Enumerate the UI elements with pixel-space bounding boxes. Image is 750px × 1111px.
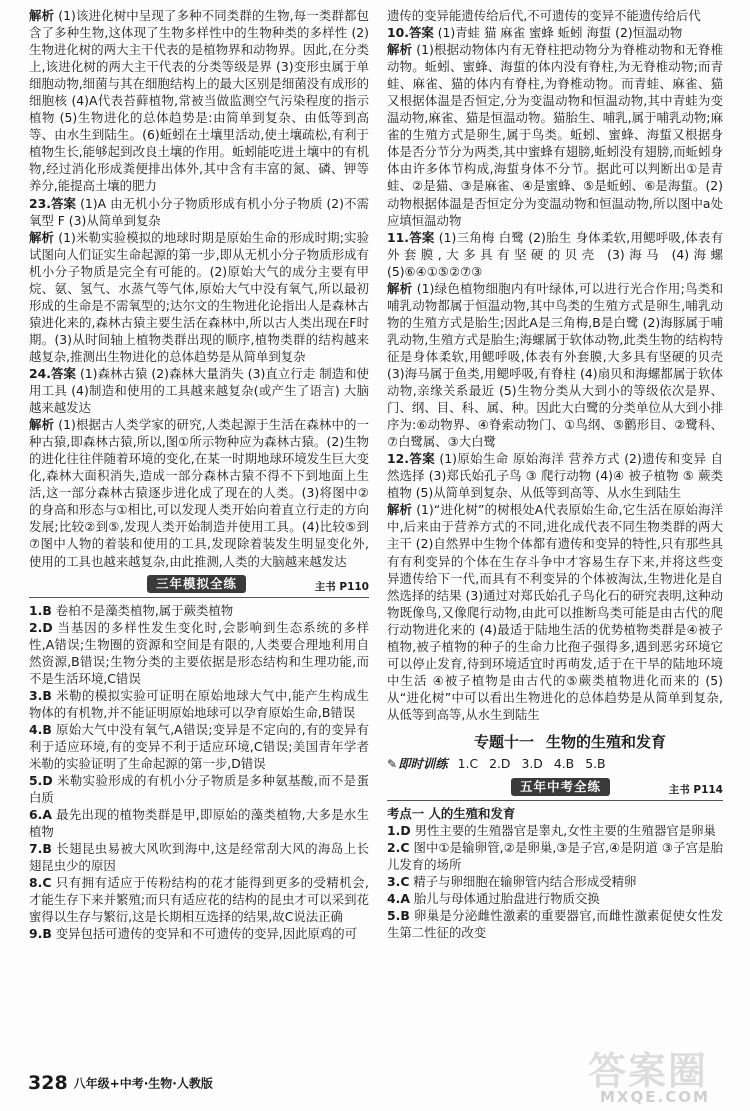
item-text: 男性主要的生殖器官是睾丸,女性主要的生殖器官是卵巢 [414, 823, 716, 839]
list-item [387, 890, 723, 907]
list-item [29, 602, 369, 619]
item-number: 5.B [387, 908, 410, 924]
item-number: 5.D [29, 773, 53, 789]
answer-text: (1)森林古猿 (2)森林大量消失 (3)直立行走 制造和使用工具 (4)制造和使用的工具越来越复杂(或产生了语言) 大脑越来越发达 [29, 365, 369, 416]
analysis-label: 解析 [387, 42, 413, 58]
item-text: 米勒实验形成的有机小分子物质是多种氨基酸,而不是蛋白质 [29, 773, 369, 806]
question-number: 23. [29, 195, 51, 211]
question-number: 24. [29, 365, 51, 381]
item-number: 2.C [387, 840, 410, 856]
item-text: 当基因的多样性发生变化时,会影响到生态系统的多样性,A错误;生物圈的资源和空间是有限的,人类要合理地利用自然资源,B错误;生物分类的主要依据是形态结构和生理功能,而不是生活环境,C错误 [29, 619, 369, 686]
q23-analysis [29, 229, 369, 365]
list-item [387, 822, 723, 839]
section-header-three-year-mock [29, 573, 369, 598]
item-number: 3.B [29, 687, 52, 703]
page-footer [28, 1072, 213, 1094]
answer-text: (1)A 由无机小分子物质形成有机小分子物质 (2)不需氧型 F (3)从简单到复杂 [29, 195, 369, 228]
exam-point-heading: 考点一 人的生殖和发育 [387, 805, 516, 821]
list-item [29, 840, 369, 874]
item-number: 4.B [29, 721, 52, 737]
analysis-text: (1)根据古人类学家的研究,人类起源于生活在森林中的一种古猿,即森林古猿,所以,图①所示物种应为森林古猿。(2)生物的进化往往伴随着环境的变化,在某一时期地球环境发生巨大变化,森林大面积消失,造成一部分森林古猿不得不下到地面上生活,这一部分森林古猿逐步进化成了现在的人类。(3)将图中②的身高和形态与①相比,可以发现人类开始向着直立行走的方向发展;比较②到⑤,发现人类开始制造并使用工具。(4)比较⑤到⑦图中人物的着装和使用的工具,发现除着装发生明显变化外,使用的工具也越来越复杂,由此推测,人类的大脑越来越发达 [29, 417, 369, 569]
item-text: 变异包括可遗传的变异和不可遗传的变异,因此原鸡的可 [55, 926, 358, 942]
question-number: 10. [387, 25, 409, 41]
q24-analysis [29, 416, 369, 569]
practice-label: 即时训练 [398, 755, 448, 771]
item-text: 只有拥有适应于传粉结构的花才能得到更多的受精机会,才能生存下来并繁殖;而只有适应花的结构的昆虫才可以采到花蜜得以生存与繁衍,这是长期相互选择的结果,故C说法正确 [29, 875, 369, 925]
analysis-text: (1)“进化树”的树根处A代表原始生命,它生活在原始海洋中,后来由于营养方式的不同,进化成代表不同生物类群的两大主干 (2)自然界中生物个体都有遗传和变异的特性,只有那些具有有利变异的个体在生存斗争中才容易生存下来,并将这些变异遗传给下一代,而具有不利变异的个体被淘汰,生物进化是自然选择的结果 (3)通过对郑氏始孔子鸟化石的研究表明,这种动物既像鸟,又像爬行动物,由此可以推断鸟类可能是由古代的爬行动物进化来的 (4)最适于陆地生活的优势植物类群是④被子植物,被子植物的种子的生命力比孢子强得多,遇到恶劣环境它可以停止发育,待到环境适宜时再萌发,适于在干旱的陆地环境中生活 ④被子植物是由古代的⑤蕨类植物进化而来的 (5)从“进化树”中可以看出生物进化的总体趋势是从简单到复杂,从低等到高等,从水生到陆生 [387, 502, 724, 722]
instant-practice-row [387, 755, 723, 773]
topic-title: 生物的生殖和发育 [546, 732, 667, 751]
practice-answer: 2.D [489, 755, 511, 771]
question-number: 11. [387, 229, 409, 245]
practice-answer: 1.C [457, 755, 479, 771]
item-number: 9.B [29, 926, 52, 942]
item-text: 卷柏不是藻类植物,属于蕨类植物 [55, 602, 234, 618]
q11-analysis [387, 280, 723, 450]
analysis-text: (1)绿色植物细胞内有叶绿体,可以进行光合作用;鸟类和哺乳动物都属于恒温动物,其中鸟类的生殖方式是卵生,哺乳动物的生殖方式是胎生;因此A是三角梅,B是白鹭 (2)海豚属于哺乳动物,生殖方式是胎生;海螺属于软体动物,此类生物的结构特征是身体柔软,用鳃呼吸,体表有外套膜,大多具有坚硬的贝壳 (3)海马属于鱼类,用鳃呼吸,有脊柱 (4)扇贝和海螺都属于软体动物,亲缘关系最近 (5)生物分类从大到小的等级依次是界、门、纲、目、科、属、种。因此大白鹭的分类单位从大到小排序为:⑥动物界、④脊索动物门、①鸟纲、⑤鹳形目、②鹭科、⑦白鹭属、③大白鹭 [387, 280, 723, 450]
analysis-label: 解析 [29, 229, 55, 245]
page-number: 328 [28, 1072, 68, 1094]
analysis-text: (1)根据动物体内有无脊柱把动物分为脊椎动物和无脊椎动物。蚯蚓、蜜蜂、海蜇的体内没有脊柱,为无脊椎动物;而青蛙、麻雀、猫的体内有脊柱,为脊椎动物。而青蛙、麻雀、猫又根据体温是否恒定,分为变温动物和恒温动物,其中青蛙为变温动物,麻雀、猫是恒温动物。猫胎生、哺乳,属于哺乳动物;麻雀的生殖方式是卵生,属于鸟类。蚯蚓、蜜蜂、海蜇又根据身体是否分节分为两类,其中蜜蜂有翅膀,蚯蚓没有翅膀,而蚯蚓身体由许多体节构成,海蜇身体不分节。据此可以判断出①是青蛙、②是猫、③是麻雀、④是蜜蜂、⑤是蚯蚓、⑥是海蜇。(2)动物根据体温是否恒定分为变温动物和恒温动物,所以图中a处应填恒温动物 [387, 42, 723, 228]
item-number: 1.B [29, 602, 52, 618]
list-item [29, 687, 369, 721]
list-item [29, 806, 369, 840]
analysis-label: 解析 [387, 280, 413, 296]
book-title: 八年级+中考·生物·人教版 [73, 1076, 213, 1091]
practice-answer: 3.D [521, 755, 543, 771]
q12-analysis [387, 501, 723, 723]
watermark-logo: 答案圈 [588, 1049, 709, 1093]
analysis-text: (1)该进化树中呈现了多种不同类群的生物,每一类群都包含了多种生物,这体现了生物多样性中的生物种类的多样性 (2)生物进化树的两大主干代表的是植物界和动物界。因此,在分类上,该进化树的两大主干代表的分类等级是界 (3)变形虫属于单细胞动物,细菌与其在细胞结构上的最大区别是细菌没有成形的细胞核 (4)A代表苔藓植物,常被当做监测空气污染程度的指示植物 (5)生物进化的总体趋势是:由简单到复杂、由低等到高等、由水生到陆生。(6)蚯蚓在土壤里活动,使土壤疏松,有利于植物生长,能够起到改良土壤的作用。蚯蚓能吃进土壤中的有机物,经过消化形成粪便排出体外,其中含有丰富的氮、磷、钾等养分,能提高土壤的肥力 [29, 8, 369, 194]
item-number: 3.C [387, 874, 410, 890]
item-text: 卵巢是分泌雌性激素的重要器官,而雌性激素促使女性发生第二性征的改变 [387, 908, 723, 941]
right-column [387, 7, 723, 941]
main-book-page-ref: 主书 P114 [668, 783, 723, 796]
practice-answer: 4.B [553, 755, 575, 771]
item-text: 精子与卵细胞在输卵管内结合形成受精卵 [413, 874, 637, 890]
analysis-label: 解析 [29, 417, 55, 433]
analysis-text: (1)米勒实验模拟的地球时期是原始生命的形成时期;实验试图向人们证实生命起源的第一步,即从无机小分子物质形成有机小分子物质是完全有可能的。(2)原始大气的成分主要有甲烷、氨、氢气、水蒸气等气体,原始大气中没有氧气,所以最初形成的生命是不需氧型的;达尔文的生物进化论指出人是森林古猿进化来的,森林古猿主要生活在森林中,所以古人类出现在F时期。(3)从时间轴上植物类群出现的顺序,植物类群的结构越来越复杂,推测出生物进化的总体趋势是从简单到复杂 [29, 229, 369, 364]
item-number: 2.D [29, 619, 53, 635]
list-item [29, 721, 369, 772]
list-item [387, 839, 723, 873]
question-number: 12. [387, 451, 409, 467]
list-item [29, 874, 369, 925]
list-item [29, 925, 369, 942]
item-text: 图中①是输卵管,②是卵巢,③是子宫,④是阴道 ③子宫是胎儿发育的场所 [387, 840, 723, 873]
item-text: 最先出现的植物类群是甲,即原始的藻类植物,大多是水生植物 [29, 807, 369, 840]
main-book-page-ref: 主书 P110 [314, 580, 369, 593]
q23-answer [29, 195, 369, 229]
answer-label: 答案 [50, 195, 77, 211]
list-item [387, 907, 723, 941]
item-text: 长翅昆虫易被大风吹到海中,这是经常刮大风的海岛上长翅昆虫少的原因 [29, 841, 369, 874]
answer-label: 答案 [408, 229, 435, 245]
section-header-five-year-exam [387, 776, 723, 801]
carryover-text: 遗传的变异能遗传给后代,不可遗传的变异不能遗传给后代 [387, 8, 701, 23]
q10-analysis [387, 41, 723, 229]
item-number: 7.B [29, 841, 52, 857]
item-text: 米勒的模拟实验可证明在原始地球大气中,能产生构成生物体的有机物,并不能证明原始地球可以孕育原始生命,B错误 [29, 687, 369, 720]
section-title: 三年模拟全练 [147, 575, 246, 593]
list-item [387, 873, 723, 890]
q24-answer [29, 365, 369, 416]
item-number: 1.D [387, 823, 411, 839]
answer-text: (1)原始生命 原始海洋 营养方式 (2)遗传和变异 自然选择 (3)郑氏始孔子鸟 ③ 爬行动物 (4)④ 被子植物 ⑤ 蕨类植物 (5)从简单到复杂、从低等到高等、从水生到陆生 [387, 451, 724, 501]
topic-heading [387, 731, 723, 753]
left-column [29, 7, 369, 942]
list-item [29, 772, 369, 806]
q10-answer [387, 24, 723, 41]
answer-label: 答案 [408, 451, 436, 467]
answer-text: (1)青蛙 猫 麻雀 蜜蜂 蚯蚓 海蜇 (2)恒温动物 [437, 25, 683, 41]
answer-label: 答案 [50, 365, 76, 381]
q12-answer [387, 450, 723, 501]
item-text: 原始大气中没有氧气,A错误;变异是不定向的,有的变异有利于适应环境,有的变异不利于适应环境,C错误;美国青年学者米勒的实验证明了生命起源的第一步,D错误 [29, 721, 369, 771]
practice-answer: 5.B [585, 755, 606, 771]
q22-analysis [29, 7, 369, 195]
q11-answer [387, 229, 723, 280]
analysis-label: 解析 [387, 502, 413, 518]
item-text: 胎儿与母体通过胎盘进行物质交换 [413, 891, 600, 907]
topic-number: 专题十一 [473, 732, 534, 751]
list-item [29, 619, 369, 687]
analysis-label: 解析 [29, 8, 55, 23]
pencil-icon: ✎ [387, 756, 398, 771]
item-number: 4.A [387, 891, 410, 907]
section-title: 五年中考全练 [511, 778, 610, 796]
answer-text: (1)三角梅 白鹭 (2)胎生 身体柔软,用鳃呼吸,体表有外套膜,大多具有坚硬的贝壳 (3)海马 (4)海螺 (5)⑥④①⑤②⑦③ [387, 229, 724, 279]
item-number: 6.A [29, 807, 52, 823]
watermark-site: MXQE.COM [600, 1088, 710, 1106]
answer-label: 答案 [408, 25, 434, 41]
item-number: 8.C [29, 875, 52, 891]
